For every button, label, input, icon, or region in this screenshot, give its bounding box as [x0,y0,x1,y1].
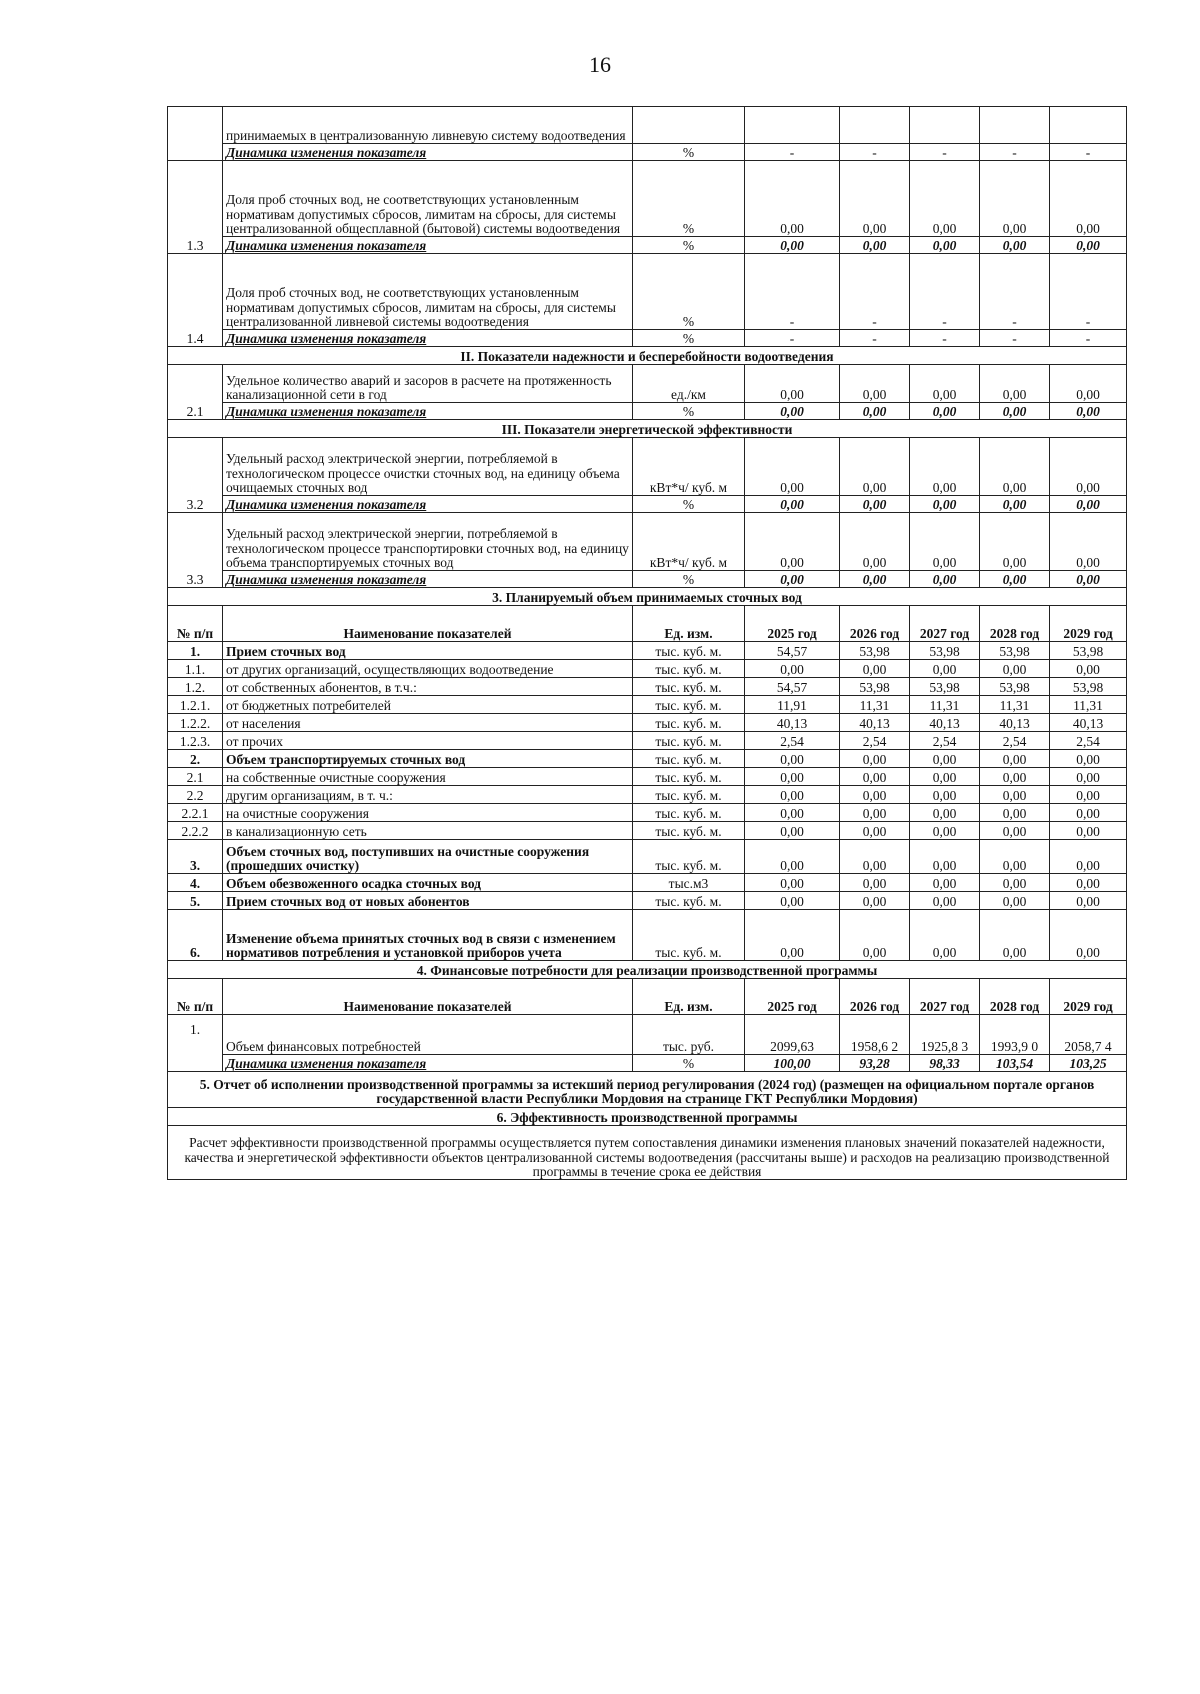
value-cell: - [910,254,980,330]
value-cell: 0,00 [840,365,910,403]
row-number-cell: 6. [168,910,223,961]
unit-cell: % [633,254,745,330]
row-number-cell: 5. [168,892,223,910]
value-cell: 0,00 [840,403,910,420]
row-number-cell: 3.2 [168,438,223,513]
value-cell: 0,00 [840,438,910,496]
page-number: 16 [589,52,611,77]
row-label: Прием сточных вод [223,642,633,660]
unit-cell: тыс. куб. м. [633,840,745,874]
value-cell: 0,00 [1050,660,1127,678]
value-cell: 0,00 [745,804,840,822]
value-cell: 93,28 [840,1055,910,1072]
dynamics-row [168,403,1127,420]
unit-cell: тыс. куб. м. [633,768,745,786]
table-row [168,513,1127,571]
row-label: Объем транспортируемых сточных вод [223,750,633,768]
dynamics-label: Динамика изменения показателя [223,1055,633,1072]
table-row [168,1015,1127,1055]
dynamics-row [168,1055,1127,1072]
table-row [168,804,1127,822]
unit-cell: % [633,571,745,588]
unit-cell: тыс. куб. м. [633,732,745,750]
value-cell: 0,00 [980,804,1050,822]
value-cell: 0,00 [840,513,910,571]
value-cell: 53,98 [980,678,1050,696]
dynamics-label: Динамика изменения показателя [223,144,633,161]
value-cell: 2,54 [980,732,1050,750]
value-cell: 0,00 [910,403,980,420]
value-cell: 0,00 [745,892,840,910]
value-cell: 0,00 [980,365,1050,403]
value-cell: 0,00 [1050,571,1127,588]
table-row [168,254,1127,330]
unit-cell: тыс. куб. м. [633,678,745,696]
value-cell: 11,31 [910,696,980,714]
row-number-cell: 1. [168,642,223,660]
value-cell: 0,00 [1050,822,1127,840]
row-label: Доля проб сточных вод, не соответствующих установленным нормативам допустимых сбросов, лимитам на сбросы, для системы централизованной ливневой системы водоотведения [223,254,633,330]
section-title: II. Показатели надежности и бесперебойности водоотведения [168,347,1127,365]
value-cell: 0,00 [840,161,910,237]
table-row [168,365,1127,403]
row-label: в канализационную сеть [223,822,633,840]
column-header: Ед. изм. [633,979,745,1015]
report-title: 5. Отчет об исполнении производственной программы за истекший период регулирования (2024 год) (размещен на официальном портале органов государственной власти Республики Мордовия на странице ГКТ Республики Мордовия) [168,1072,1127,1108]
value-cell: 0,00 [980,161,1050,237]
value-cell: 40,13 [980,714,1050,732]
value-cell: 0,00 [1050,768,1127,786]
unit-cell: тыс. куб. м. [633,714,745,732]
value-cell: 53,98 [910,678,980,696]
value-cell: - [910,330,980,347]
row-label: Удельный расход электрической энергии, потребляемой в технологическом процессе транспортировки сточных вод, на единицу объема транспортируемых сточных вод [223,513,633,571]
table-row [168,161,1127,237]
value-cell: 0,00 [980,438,1050,496]
value-cell: - [980,144,1050,161]
column-header: 2027 год [910,979,980,1015]
value-cell: - [1050,254,1127,330]
volume-rows [168,642,1127,961]
dynamics-row [168,237,1127,254]
row-number-cell: 1.2. [168,678,223,696]
value-cell: 0,00 [745,660,840,678]
unit-cell: тыс. куб. м. [633,910,745,961]
value-cell: 0,00 [980,513,1050,571]
value-cell: 0,00 [1050,892,1127,910]
value-cell: 0,00 [910,910,980,961]
unit-cell: % [633,237,745,254]
row-label: Прием сточных вод от новых абонентов [223,892,633,910]
table-row [168,696,1127,714]
value-cell: 0,00 [980,768,1050,786]
value-cell: 0,00 [745,237,840,254]
value-cell: 0,00 [980,571,1050,588]
value-cell: 0,00 [910,161,980,237]
dynamics-label: Динамика изменения показателя [223,571,633,588]
value-cell: - [745,254,840,330]
value-cell: 103,25 [1050,1055,1127,1072]
dynamics-label: Динамика изменения показателя [223,496,633,513]
section-heading-row [168,961,1127,979]
section-heading-row [168,1108,1127,1126]
unit-cell: % [633,403,745,420]
column-header: Наименование показателей [223,606,633,642]
unit-cell: % [633,161,745,237]
row-label: Изменение объема принятых сточных вод в связи с изменением нормативов потребления и установкой приборов учета [223,910,633,961]
row-number-cell: 2.2 [168,786,223,804]
dynamics-row [168,571,1127,588]
dynamics-label: Динамика изменения показателя [223,330,633,347]
row-label: Объем обезвоженного осадка сточных вод [223,874,633,892]
value-cell: 0,00 [840,910,910,961]
row-label: Объем финансовых потребностей [223,1015,633,1055]
column-header: 2025 год [745,979,840,1015]
unit-cell: тыс. куб. м. [633,786,745,804]
table-row [168,438,1127,496]
table-row [168,768,1127,786]
row-number-cell: 1.2.3. [168,732,223,750]
value-cell: 54,57 [745,642,840,660]
value-cell: 53,98 [910,642,980,660]
value-cell: 0,00 [840,892,910,910]
unit-cell: тыс. руб. [633,1015,745,1055]
row-label: Удельное количество аварий и засоров в расчете на протяженность канализационной сети в год [223,365,633,403]
value-cell: 100,00 [745,1055,840,1072]
paragraph-row [168,1126,1127,1180]
value-cell: 0,00 [840,237,910,254]
row-label: от населения [223,714,633,732]
value-cell: 0,00 [840,804,910,822]
row-label: на собственные очистные сооружения [223,768,633,786]
value-cell: 0,00 [840,822,910,840]
program-table [167,106,1127,1180]
value-cell: 40,13 [745,714,840,732]
header-row [168,606,1127,642]
row-label: Доля проб сточных вод, не соответствующих установленным нормативам допустимых сбросов, лимитам на сбросы, для системы централизованной общесплавной (бытовой) системы водоотведения [223,161,633,237]
header-row [168,979,1127,1015]
value-cell: 0,00 [840,571,910,588]
value-cell: 0,00 [910,768,980,786]
value-cell: 0,00 [1050,365,1127,403]
value-cell: 53,98 [840,678,910,696]
value-cell: 0,00 [980,840,1050,874]
value-cell: 0,00 [745,874,840,892]
value-cell: 54,57 [745,678,840,696]
unit-cell: % [633,496,745,513]
value-cell: - [840,254,910,330]
unit-cell: % [633,144,745,161]
table-row [168,786,1127,804]
unit-cell: тыс.м3 [633,874,745,892]
value-cell: 11,31 [980,696,1050,714]
value-cell: - [980,254,1050,330]
table-row [168,732,1127,750]
section-title: 6. Эффективность производственной программы [168,1108,1127,1126]
value-cell: 11,91 [745,696,840,714]
column-header: № п/п [168,606,223,642]
value-cell: 0,00 [840,874,910,892]
table-row [168,892,1127,910]
value-cell: 0,00 [910,571,980,588]
value-cell: 0,00 [910,513,980,571]
value-cell: 0,00 [980,750,1050,768]
value-cell: 40,13 [840,714,910,732]
row-number-cell: 3. [168,840,223,874]
value-cell: 0,00 [745,571,840,588]
unit-cell: ед./км [633,365,745,403]
column-header: Ед. изм. [633,606,745,642]
value-cell: 40,13 [910,714,980,732]
value-cell: 0,00 [840,496,910,513]
table-row [168,874,1127,892]
value-cell: 53,98 [1050,642,1127,660]
row-number-cell: 2.2.1 [168,804,223,822]
value-cell: 2,54 [745,732,840,750]
value-cell: 2099,63 [745,1015,840,1055]
unit-cell: кВт*ч/ куб. м [633,513,745,571]
column-header: 2026 год [840,979,910,1015]
row-label: другим организациям, в т. ч.: [223,786,633,804]
value-cell: 0,00 [745,161,840,237]
value-cell: 0,00 [1050,874,1127,892]
value-cell: 0,00 [745,438,840,496]
row-label: от прочих [223,732,633,750]
table-row [168,750,1127,768]
section-heading-row [168,588,1127,606]
row-number-cell: 1. [168,1015,223,1072]
value-cell: - [1050,330,1127,347]
value-cell: - [1050,144,1127,161]
table-row [168,660,1127,678]
row-number-cell: 1.3 [168,161,223,254]
value-cell: 53,98 [980,642,1050,660]
row-number-cell [168,107,223,161]
table-row [168,714,1127,732]
dynamics-label: Динамика изменения показателя [223,237,633,254]
value-cell: 0,00 [745,496,840,513]
row-number-cell: 1.2.2. [168,714,223,732]
value-cell: 0,00 [910,438,980,496]
value-cell: 0,00 [1050,161,1127,237]
unit-cell: тыс. куб. м. [633,642,745,660]
unit-cell: кВт*ч/ куб. м [633,438,745,496]
row-label: от бюджетных потребителей [223,696,633,714]
value-cell: 1958,6 2 [840,1015,910,1055]
value-cell: 0,00 [1050,910,1127,961]
row-number-cell: 2.2.2 [168,822,223,840]
value-cell: 0,00 [745,840,840,874]
table-row [168,822,1127,840]
section-title: 3. Планируемый объем принимаемых сточных вод [168,588,1127,606]
value-cell: - [840,330,910,347]
value-cell: 0,00 [840,750,910,768]
value-cell: 0,00 [745,365,840,403]
value-cell: 1993,9 0 [980,1015,1050,1055]
column-header: № п/п [168,979,223,1015]
row-label: от собственных абонентов, в т.ч.: [223,678,633,696]
value-cell: 0,00 [840,786,910,804]
row-number-cell: 1.4 [168,254,223,347]
section-heading-row [168,420,1127,438]
value-cell: 0,00 [910,660,980,678]
row-label: принимаемых в централизованную ливневую систему водоотведения [223,107,633,144]
value-cell: 0,00 [1050,786,1127,804]
column-header: 2029 год [1050,606,1127,642]
value-cell: 0,00 [980,786,1050,804]
value-cell: 98,33 [910,1055,980,1072]
table-row [168,678,1127,696]
table-row [168,642,1127,660]
value-cell: 0,00 [910,804,980,822]
value-cell: 0,00 [910,237,980,254]
value-cell: - [745,144,840,161]
value-cell: 0,00 [1050,804,1127,822]
dynamics-row [168,496,1127,513]
column-header: 2028 год [980,979,1050,1015]
value-cell: - [840,144,910,161]
value-cell: 0,00 [980,660,1050,678]
value-cell: - [745,330,840,347]
row-number-cell: 2. [168,750,223,768]
value-cell: 0,00 [745,822,840,840]
dynamics-row [168,330,1127,347]
unit-cell: тыс. куб. м. [633,892,745,910]
section-heading-row [168,347,1127,365]
value-cell: 0,00 [1050,513,1127,571]
section-title: 4. Финансовые потребности для реализации производственной программы [168,961,1127,979]
value-cell: 0,00 [980,910,1050,961]
value-cell: 0,00 [980,496,1050,513]
value-cell: 0,00 [910,892,980,910]
row-number-cell: 2.1 [168,365,223,420]
unit-cell: % [633,1055,745,1072]
row-number-cell: 4. [168,874,223,892]
value-cell: 0,00 [910,786,980,804]
value-cell: 0,00 [745,768,840,786]
value-cell: 0,00 [910,822,980,840]
section-heading-row [168,1072,1127,1108]
unit-cell: тыс. куб. м. [633,696,745,714]
table-row [168,840,1127,874]
value-cell: 2058,7 4 [1050,1015,1127,1055]
efficiency-text: Расчет эффективности производственной программы осуществляется путем сопоставления динамики изменения плановых значений показателей надежности, качества и энергетической эффективности объектов централизованной системы водоотведения (рассчитаны выше) и расходов на реализацию производственной программы в течение срока ее действия [168,1126,1127,1180]
value-cell: 0,00 [1050,750,1127,768]
column-header: 2027 год [910,606,980,642]
unit-cell: тыс. куб. м. [633,660,745,678]
value-cell: 0,00 [745,910,840,961]
value-cell: 2,54 [1050,732,1127,750]
value-cell: 11,31 [1050,696,1127,714]
unit-cell: тыс. куб. м. [633,804,745,822]
value-cell: 0,00 [745,750,840,768]
value-cell: 53,98 [1050,678,1127,696]
row-label: Объем сточных вод, поступивших на очистные сооружения (прошедших очистку) [223,840,633,874]
value-cell: 2,54 [840,732,910,750]
column-header: Наименование показателей [223,979,633,1015]
value-cell: 0,00 [745,786,840,804]
value-cell: 0,00 [980,822,1050,840]
column-header: 2025 год [745,606,840,642]
row-number-cell: 3.3 [168,513,223,588]
value-cell: 0,00 [745,403,840,420]
table-row [168,107,1127,144]
row-label: от других организаций, осуществляющих водоотведение [223,660,633,678]
value-cell: 0,00 [980,892,1050,910]
value-cell: 0,00 [840,660,910,678]
value-cell: 0,00 [1050,840,1127,874]
value-cell: 0,00 [910,496,980,513]
value-cell: 103,54 [980,1055,1050,1072]
value-cell: 0,00 [980,237,1050,254]
value-cell: 0,00 [1050,496,1127,513]
value-cell: 53,98 [840,642,910,660]
value-cell: 0,00 [840,840,910,874]
value-cell: 0,00 [980,874,1050,892]
value-cell: 0,00 [910,874,980,892]
value-cell: 2,54 [910,732,980,750]
value-cell: 0,00 [910,840,980,874]
column-header: 2026 год [840,606,910,642]
value-cell: - [910,144,980,161]
value-cell: 0,00 [1050,403,1127,420]
unit-cell: % [633,330,745,347]
column-header: 2028 год [980,606,1050,642]
unit-cell: тыс. куб. м. [633,750,745,768]
dynamics-label: Динамика изменения показателя [223,403,633,420]
value-cell: 0,00 [910,365,980,403]
value-cell: 0,00 [1050,438,1127,496]
value-cell: 0,00 [1050,237,1127,254]
table-row [168,910,1127,961]
value-cell: 40,13 [1050,714,1127,732]
row-number-cell: 1.2.1. [168,696,223,714]
unit-cell: тыс. куб. м. [633,822,745,840]
dynamics-row [168,144,1127,161]
value-cell: 0,00 [980,403,1050,420]
value-cell: - [980,330,1050,347]
row-label: на очистные сооружения [223,804,633,822]
value-cell: 0,00 [745,513,840,571]
value-cell: 11,31 [840,696,910,714]
value-cell: 1925,8 3 [910,1015,980,1055]
row-number-cell: 1.1. [168,660,223,678]
value-cell: 0,00 [840,768,910,786]
column-header: 2029 год [1050,979,1127,1015]
value-cell: 0,00 [910,750,980,768]
section-title: III. Показатели энергетической эффективности [168,420,1127,438]
row-number-cell: 2.1 [168,768,223,786]
row-label: Удельный расход электрической энергии, потребляемой в технологическом процессе очистки сточных вод, на единицу объема очищаемых сточных вод [223,438,633,496]
